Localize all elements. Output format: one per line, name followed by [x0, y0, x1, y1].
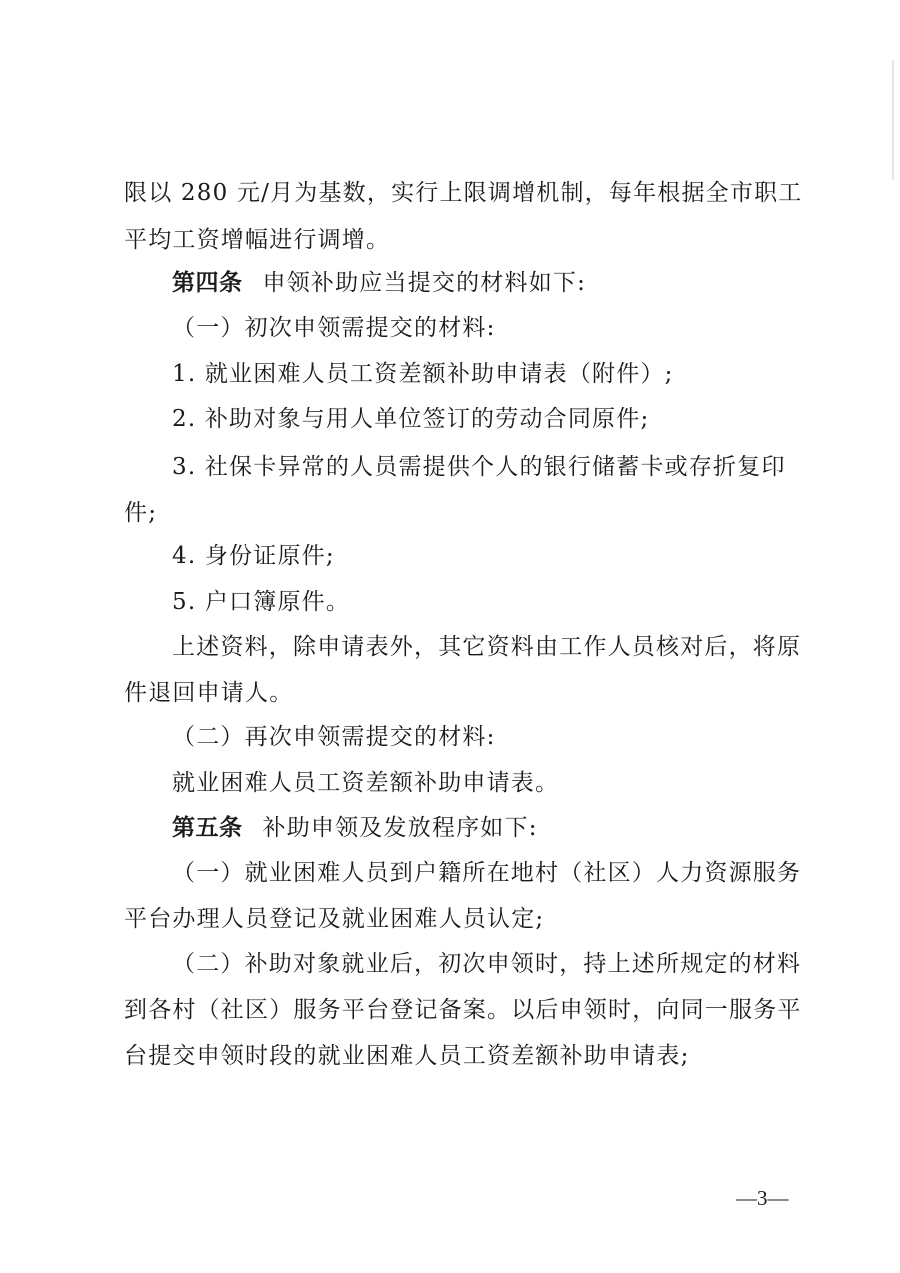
- text-line: 就业困难人员工资差额补助申请表。: [172, 770, 560, 796]
- text-line: 平台办理人员登记及就业困难人员认定;: [124, 906, 545, 932]
- text-line: （一）就业困难人员到户籍所在地村（社区）人力资源服务: [172, 860, 802, 886]
- article-5: [172, 813, 538, 843]
- text-line: 到各村（社区）服务平台登记备案。以后申领时，向同一服务平: [124, 997, 802, 1023]
- text-line: 平均工资增幅进行调增。: [124, 227, 391, 253]
- text-line: （一）初次申领需提交的材料:: [172, 315, 496, 341]
- list-item: 2. 补助对象与用人单位签订的劳动合同原件;: [172, 406, 650, 432]
- article-5-text: 补助申领及发放程序如下:: [262, 815, 538, 841]
- text-line: （二）再次申领需提交的材料:: [172, 724, 496, 750]
- text-line: 限以 280 元/月为基数，实行上限调增机制，每年根据全市职工: [124, 180, 803, 206]
- list-item: 5. 户口簿原件。: [172, 589, 351, 615]
- list-item: 4. 身份证原件;: [172, 543, 335, 569]
- text-line: 件;: [124, 500, 158, 526]
- text-line: 件退回申请人。: [124, 680, 294, 706]
- text-line: 台提交申领时段的就业困难人员工资差额补助申请表;: [124, 1043, 690, 1069]
- text-line: 上述资料，除申请表外，其它资料由工作人员核对后，将原: [172, 634, 802, 660]
- article-4-text: 申领补助应当提交的材料如下:: [262, 270, 587, 296]
- scan-edge-shadow: [892, 60, 894, 180]
- article-4: [172, 268, 586, 298]
- article-4-label: 第四条: [172, 270, 243, 296]
- article-5-label: 第五条: [172, 815, 243, 841]
- list-item: 1. 就业困难人员工资差额补助申请表（附件）;: [172, 361, 674, 387]
- page-number: —3—: [736, 1186, 789, 1210]
- text-line: （二）补助对象就业后，初次申领时，持上述所规定的材料: [172, 951, 802, 977]
- list-item: 3. 社保卡异常的人员需提供个人的银行储蓄卡或存折复印: [172, 454, 786, 480]
